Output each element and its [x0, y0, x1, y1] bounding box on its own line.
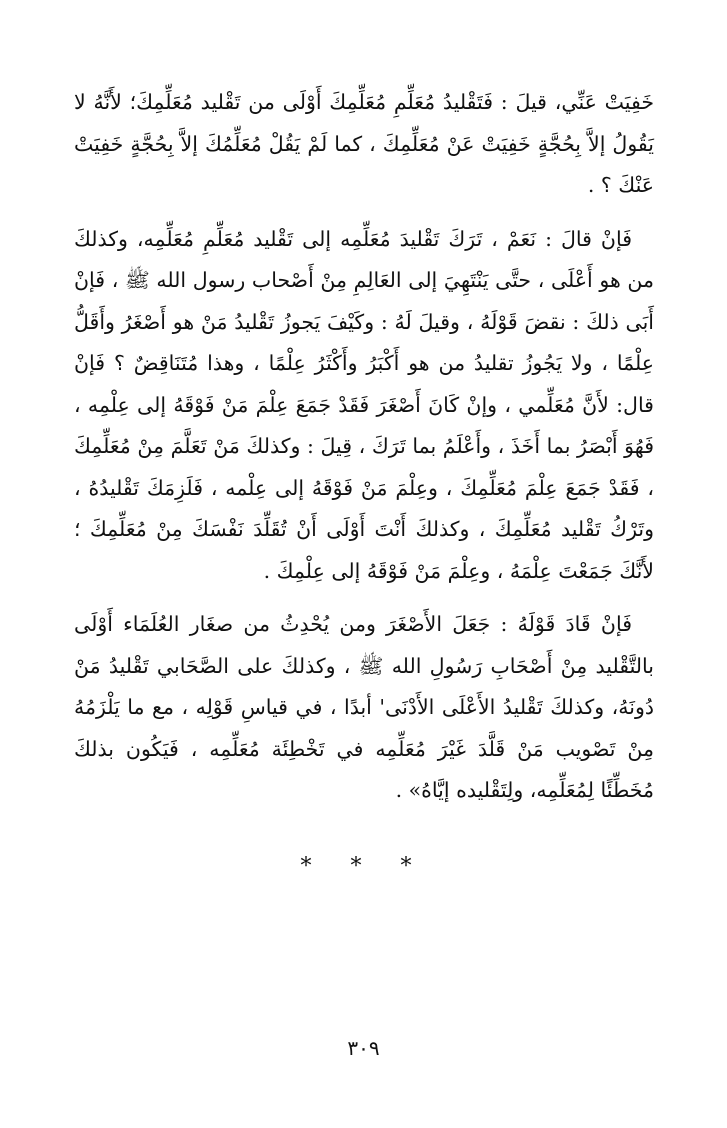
page-body [74, 82, 654, 879]
paragraph-gap [74, 207, 654, 219]
paragraph-1: خَفِيَتْ عَنِّي، قيلَ : فَتَقْليدُ مُعَلِّمِ مُعَلِّمِكَ أَوْلَى من تَقْليد مُعَلِّمِكَ؛ لأَنَّهُ لا يَقُولُ إلاَّ بِحُجَّةٍ خَفِيَتْ عَنْ مُعَلِّمِكَ ، كما لَمْ يَقُلْ مُعَلِّمُكَ إلاَّ بِحُجَّةٍ خَفِيَتْ عَنْكَ ؟ . [74, 90, 654, 197]
paragraph-3: فَإنْ قَادَ قَوْلَهُ : جَعَلَ الأَصْغَرَ ومن يُحْدِثُ من صغَار العُلَمَاء أَوْلَى بالتَّقْليد مِنْ أَصْحَابِ رَسُولِ الله ﷺ ، وكذلكَ على الصَّحَابي تَقْليدُ مَنْ دُونَهُ، وكذلكَ تَقْليدُ الأَعْلَى الأَدْنَى' أبدًا ، في قياسِ قَوْلِه ، مع ما يَلْزَمُهُ مِنْ تَصْويب مَنْ قَلَّدَ غَيْرَ مُعَلِّمِه في تَخْطِئَة مُعَلِّمِه ، فَيَكُون بذلكَ مُخَطِّئًا لِمُعَلِّمِه، ولِتَقْليده إيَّاهُ» . [74, 612, 654, 802]
section-separator: * * * [300, 853, 428, 879]
paragraph-2: فَإنْ قالَ : نَعَمْ ، تَرَكَ تَقْليدَ مُعَلِّمِه إلى تَقْليد مُعَلِّمِ مُعَلِّمِه، وكذلكَ من هو أَعْلَى ، حتَّى يَنْتَهِيَ إلى العَالِمِ مِنْ أَصْحاب رسول الله ﷺ ، فَإنْ أَبَى ذلكَ : نقضَ قَوْلَهُ ، وقيلَ لَهُ : وكَيْفَ يَجوزُ تَقْليدُ مَنْ هو أَصْغَرُ وأَقَلُّ عِلْمًا ، ولا يَجُوزُ تقليدُ من هو أَكْبَرُ وأَكْثَرُ عِلْمًا ، وهذا مُتَنَاقِضٌ ؟ فَإنْ قال: لأَنَّ مُعَلِّمي ، وإنْ كَانَ أَصْغَرَ فَقَدْ جَمَعَ عِلْمَ مَنْ فَوْقَهُ إلى عِلْمِه ، فَهُوَ أَبْصَرُ بما أَخَذَ ، وأَعْلَمُ بما تَرَكَ ، قِيلَ : وكذلكَ مَنْ تَعَلَّمَ مِنْ مُعَلِّمِكَ ، فَقَدْ جَمَعَ عِلْمَ مُعَلِّمِكَ ، وعِلْمَ مَنْ فَوْقَهُ إلى عِلْمه ، فَلَزِمَكَ تَقْليدُهُ ، وتَرْكُ تَقْليد مُعَلِّمِكَ ، وكذلكَ أَنْتَ أَوْلَى أَنْ تُقَلِّدَ نَفْسَكَ مِنْ مُعَلِّمِكَ ؛ لأَنَّكَ جَمَعْتَ عِلْمَهُ ، وعِلْمَ مَنْ فَوْقَهُ إلى عِلْمِكَ . [74, 226, 654, 583]
paragraph-gap [74, 592, 654, 604]
page-number: ٣٠٩ [347, 1036, 380, 1060]
